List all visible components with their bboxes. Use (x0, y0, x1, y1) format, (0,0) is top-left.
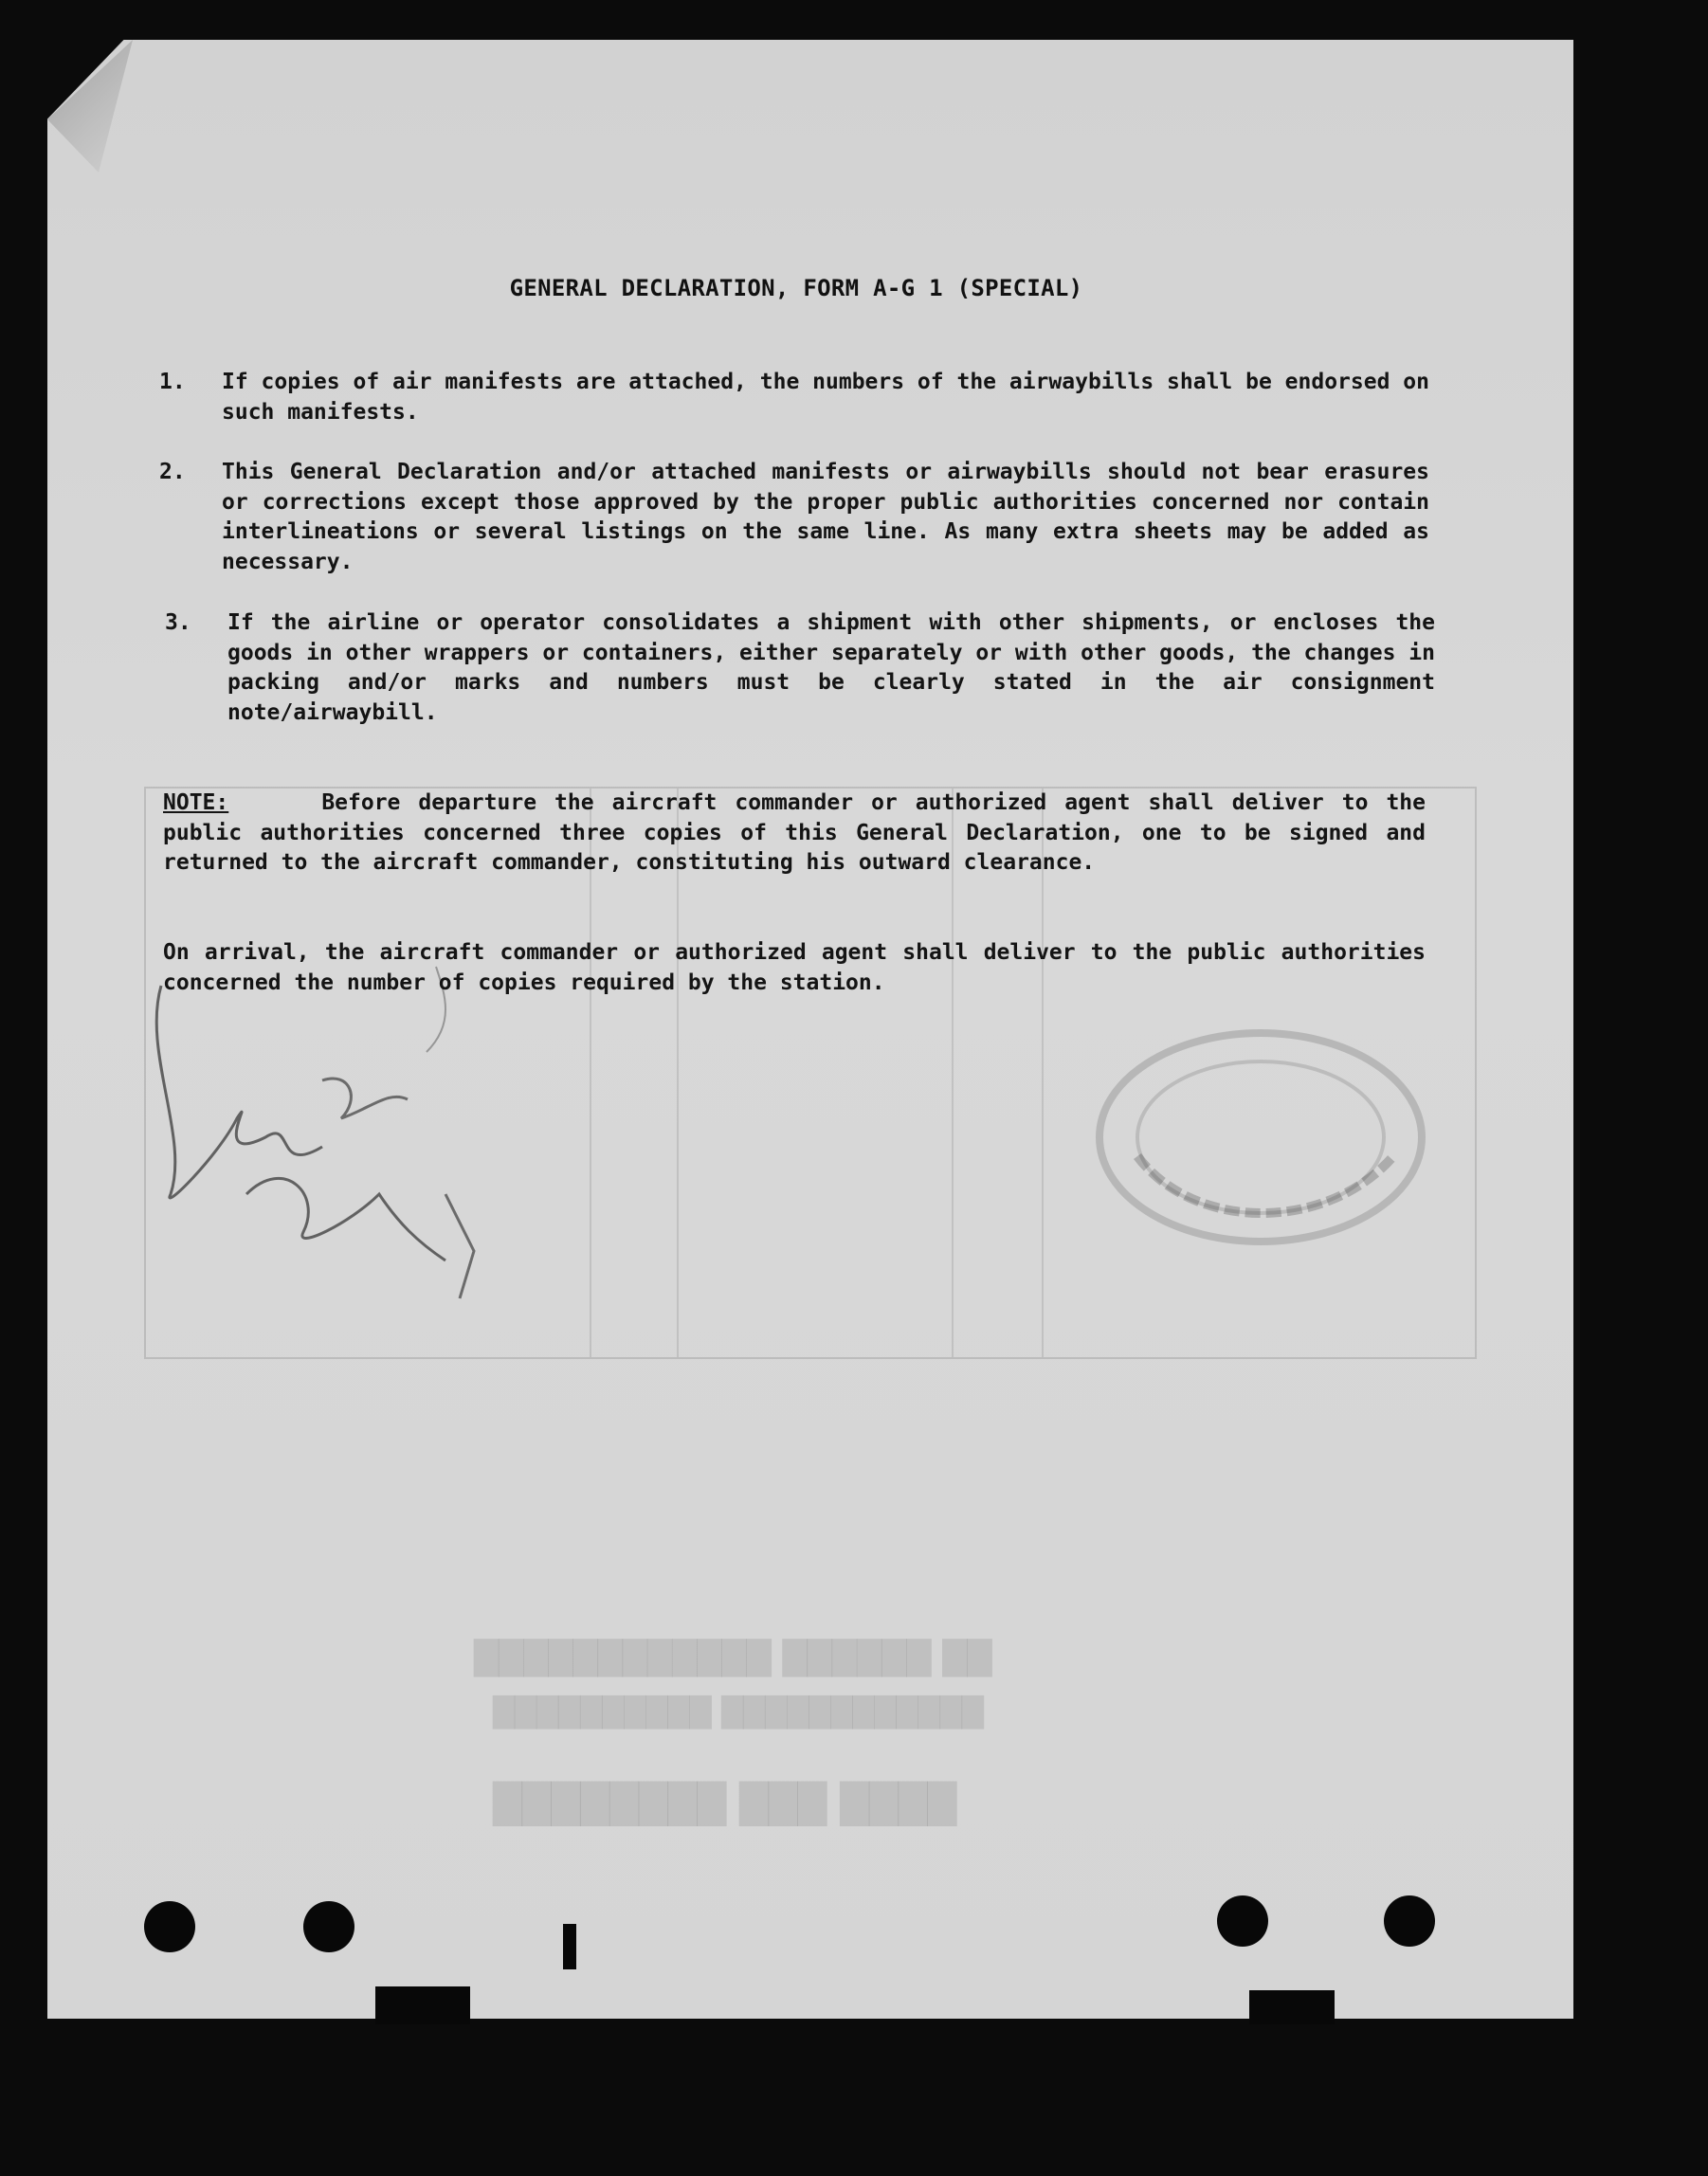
list-item-text: If the airline or operator consolidates a shipment with other shipments, or encloses the goods in other wrappers or containers, either separately or with other goods, the changes in packing and/or marks and numbers must be clearly stated in the air consignment note/airwaybill. (227, 610, 1435, 725)
list-item-text: This General Declaration and/or attached manifests or airwaybills should not bear erasures or corrections except those approved by the proper public authorities concerned nor contain interlineations or several listings on the same line. As many extra sheets may be added as necessary. (222, 460, 1429, 574)
note-label: NOTE: (163, 790, 229, 815)
note-text: Before departure the aircraft commander or authorized agent shall deliver to the public authorities concerned three copies of this General Declaration, one to be signed and returned to the aircraft commander, constituting his outward clearance. (163, 790, 1426, 875)
list-item-number: 3. (165, 610, 191, 635)
note-paragraph (163, 789, 1426, 879)
binder-mark (563, 1924, 576, 1969)
punch-hole (1217, 1895, 1268, 1947)
bleed-through-text: ████████████ ██████████ (493, 1696, 985, 1730)
list-item-text: If copies of air manifests are attached, the numbers of the airwaybills shall be endorsed on such manifests. (222, 370, 1429, 425)
document-title: GENERAL DECLARATION, FORM A-G 1 (SPECIAL) (509, 275, 1083, 301)
binder-tab (375, 1986, 470, 2024)
punch-hole (303, 1901, 354, 1952)
punch-hole (144, 1901, 195, 1952)
bleed-through-text: ████ ███ ████████ (493, 1782, 957, 1826)
punch-hole (1384, 1895, 1435, 1947)
list-item-number: 1. (159, 370, 186, 394)
bleed-through-text: ██ ██████ ████████████ (474, 1640, 992, 1677)
binder-tab (1249, 1990, 1335, 2024)
customs-stamp (1081, 1014, 1441, 1270)
list-item-number: 2. (159, 460, 186, 484)
arrival-paragraph: On arrival, the aircraft commander or authorized agent shall deliver to the public authorities concerned the number of copies required by the station. (163, 940, 1426, 995)
